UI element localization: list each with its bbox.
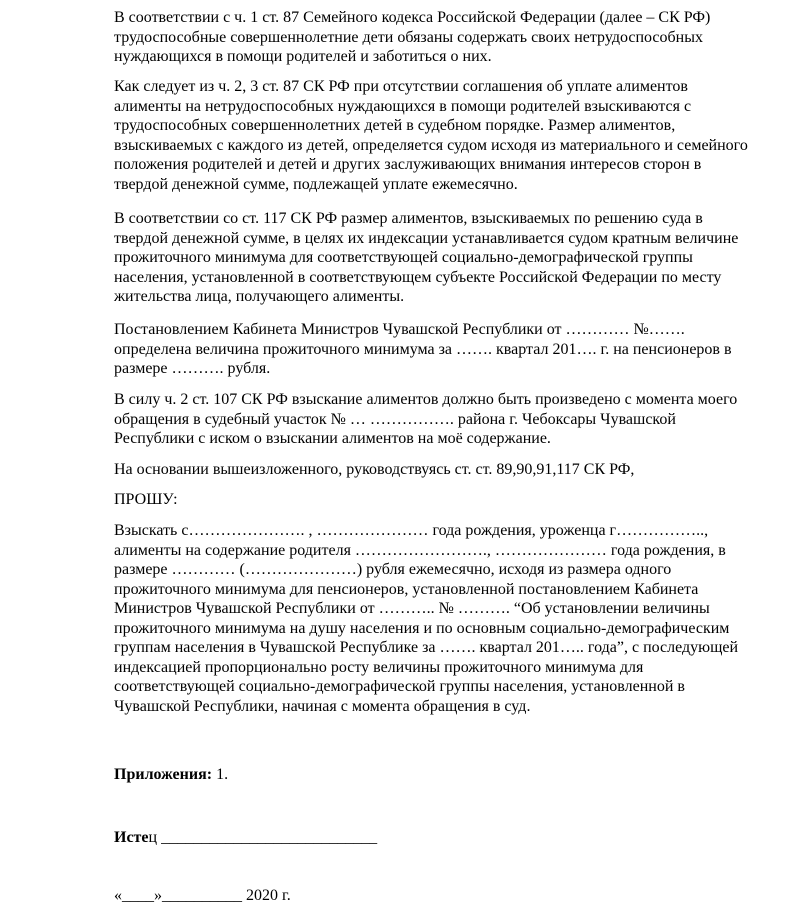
attachments-value: 1. (212, 766, 229, 783)
plaintiff-signature-line (114, 828, 754, 848)
paragraph-basis: На основании вышеизложенного, руководствуясь ст. ст. 89,90,91,117 СК РФ, (114, 461, 635, 478)
paragraph-request: Взыскать с…………………. , ………………… года рождения, уроженца г…………….., алименты на содержание родителя ……………………., ………………… года рождения, в размере ………… (…………………) рубля ежемесячно, исходя из размера одного прожиточного минимума для пенсионеров, установленной постановлением Кабинета Министров Чувашской Республики от ……….. № ………. “Об установлении величины прожиточного минимума на душу населения и по основным социально-демографическим группам населения в Чувашской Республике за ……. квартал 201….. года”, с последующей индексацией пропорционально росту величины прожиточного минимума для соответствующей социально-демографической группы населения, установленной в Чувашской Республики, начиная с момента обращения в суд. (114, 522, 739, 715)
paragraph-resolution: Постановлением Кабинета Министров Чувашской Республики от ………… №……. определена величина прожиточного минимума за ……. квартал 201…. г. на пенсионеров в размере ………. рубля. (114, 321, 732, 377)
paragraph-article-87-part-1: В соответствии с ч. 1 ст. 87 Семейного кодекса Российской Федерации (далее – СК РФ) трудоспособные совершеннолетние дети обязаны содержать своих нетрудоспособных нуждающихся в помощи родителей и заботиться о них. (114, 9, 711, 65)
paragraph-article-87-parts-2-3: Как следует из ч. 2, 3 ст. 87 СК РФ при отсутствии соглашения об уплате алиментов алименты на нетрудоспособных нуждающихся в помощи родителей взыскиваются с трудоспособных совершеннолетних детей в судебном порядке. Размер алиментов, взыскиваемых с каждого из детей, определяется судом исходя из материального и семейного положения родителей и детей и других заслуживающих внимания интересов сторон в твердой денежной сумме, подлежащей уплате ежемесячно. (114, 78, 748, 193)
plaintiff-label: Исте (114, 829, 149, 846)
attachments-label: Приложения: (114, 766, 213, 783)
paragraph-article-117: В соответствии со ст. 117 СК РФ размер алиментов, взыскиваемых по решению суда в твердой денежной сумме, в целях их индексации устанавливается судом кратным величине прожиточного минимума для соответствующей социально-демографической группы населения, установленной в соответствующем субъекте Российской Федерации по месту жительства лица, получающего алименты. (114, 210, 739, 305)
attachments-line (114, 765, 754, 785)
plaintiff-signature-blank: ц ___________________________ (148, 829, 378, 846)
date-line: «____»__________ 2020 г. (114, 887, 291, 904)
request-heading: ПРОШУ: (114, 491, 178, 508)
paragraph-article-107: В силу ч. 2 ст. 107 СК РФ взыскание алиментов должно быть произведено с момента моего обращения в судебный участок № … ……………. района г. Чебоксары Чувашской Республики с иском о взыскании алиментов на моё содержание. (114, 391, 738, 447)
